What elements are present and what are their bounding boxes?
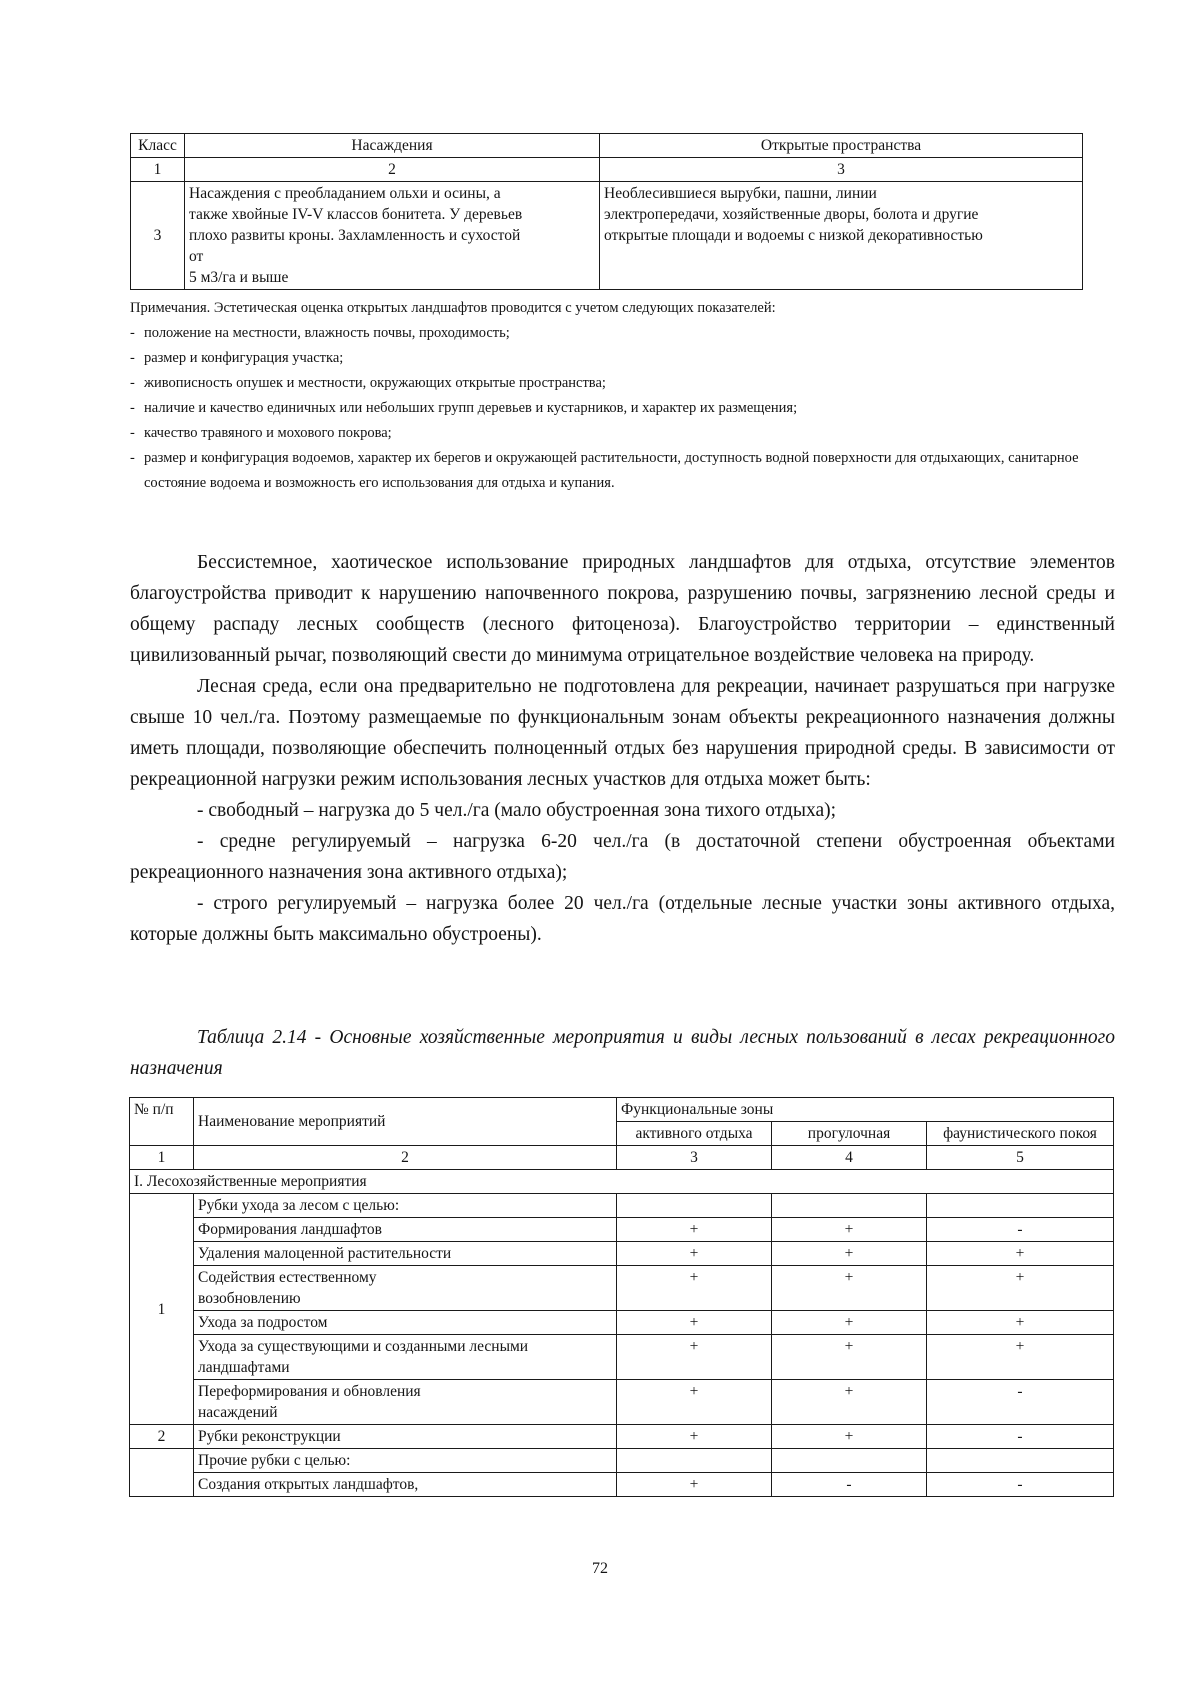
mark-cell: [772, 1194, 927, 1218]
header-zone-walking: прогулочная: [772, 1122, 927, 1146]
mark-cell: +: [772, 1335, 927, 1380]
column-number: 1: [131, 158, 185, 182]
text-line: Насаждения с преобладанием ольхи и осины, а: [189, 185, 501, 202]
measure-name: Удаления малоценной растительности: [194, 1242, 617, 1266]
text-line: открытые площади и водоемы с низкой декоративностью: [604, 227, 983, 244]
group-title: Рубки ухода за лесом с целью:: [194, 1194, 617, 1218]
mark-cell: +: [927, 1266, 1114, 1311]
measure-name: Содействия естественному возобновлению: [194, 1266, 617, 1311]
mark-cell: +: [927, 1311, 1114, 1335]
table-row: [130, 1242, 1114, 1266]
header-measure-name: Наименование мероприятий: [194, 1098, 617, 1146]
table-row: [130, 1194, 1114, 1218]
mark-cell: +: [772, 1311, 927, 1335]
landscape-class-table: [130, 133, 1083, 290]
row-number: [130, 1449, 194, 1497]
measure-name: Рубки реконструкции: [194, 1425, 617, 1449]
mark-cell: +: [617, 1380, 772, 1425]
notes-block: [130, 296, 1085, 496]
table-row: [130, 1218, 1114, 1242]
mark-cell: +: [617, 1425, 772, 1449]
mark-cell: +: [772, 1242, 927, 1266]
list-item: - размер и конфигурация участка;: [130, 346, 1085, 371]
table-row: [130, 1425, 1114, 1449]
mark-cell: [927, 1449, 1114, 1473]
dash-item: - строго регулируемый – нагрузка более 20 чел./га (отдельные лесные участки зоны активного отдыха, которые должны быть максимально обустроены).: [130, 893, 1115, 945]
mark-cell: +: [617, 1311, 772, 1335]
table-row: [130, 1380, 1114, 1425]
paragraph: Бессистемное, хаотическое использование природных ландшафтов для отдыха, отсутствие элементов благоустройства приводит к нарушению напочвенного покрова, разрушению почвы, загрязнению лесной среды и общему распаду лесных сообществ (лесного фитоценоза). Благоустройство территории – единственный цивилизованный рычаг, позволяющий свести до минимума отрицательное воздействие человека на природу.: [130, 552, 1115, 666]
header-zone-fauna: фаунистического покоя: [927, 1122, 1114, 1146]
text-line: от: [189, 248, 204, 265]
mark-cell: -: [772, 1473, 927, 1497]
column-number-row: [131, 158, 1083, 182]
mark-cell: +: [772, 1380, 927, 1425]
mark-cell: +: [772, 1425, 927, 1449]
section-title: I. Лесохозяйственные мероприятия: [130, 1170, 1114, 1194]
page-number: 72: [592, 1560, 608, 1577]
group-title: Прочие рубки с целью:: [194, 1449, 617, 1473]
header-number: № п/п: [130, 1098, 194, 1146]
mark-cell: -: [927, 1380, 1114, 1425]
column-number: 3: [600, 158, 1083, 182]
column-number: 2: [185, 158, 600, 182]
measures-table: [129, 1097, 1114, 1497]
mark-cell: +: [617, 1266, 772, 1311]
table-header-row: [130, 1098, 1114, 1122]
text-line: электропередачи, хозяйственные дворы, болота и другие: [604, 206, 979, 223]
mark-cell: [617, 1194, 772, 1218]
text-line: 5 м3/га и выше: [189, 269, 289, 286]
header-class: Класс: [131, 134, 185, 158]
list-item: - положение на местности, влажность почвы, проходимость;: [130, 321, 1085, 346]
text-line: Необлесившиеся вырубки, пашни, линии: [604, 185, 877, 202]
mark-cell: +: [617, 1473, 772, 1497]
mark-cell: +: [617, 1242, 772, 1266]
row-number: 1: [130, 1194, 194, 1425]
measure-name: Переформирования и обновления насаждений: [194, 1380, 617, 1425]
class-cell: 3: [131, 182, 185, 290]
measure-name: Создания открытых ландшафтов,: [194, 1473, 617, 1497]
table-row: [130, 1473, 1114, 1497]
measure-name: Ухода за подростом: [194, 1311, 617, 1335]
header-zone-active: активного отдыха: [617, 1122, 772, 1146]
notes-list: [130, 321, 1085, 496]
list-item: - размер и конфигурация водоемов, характер их берегов и окружающей растительности, доступность водной поверхности для отдыхающих, санитарное состояние водоема и возможность его использования для отдыха и купания.: [130, 446, 1085, 496]
column-number: 4: [772, 1146, 927, 1170]
list-item: - живописность опушек и местности, окружающих открытые пространства;: [130, 371, 1085, 396]
column-number-row: [130, 1146, 1114, 1170]
column-number: 1: [130, 1146, 194, 1170]
notes-heading: Примечания. Эстетическая оценка открытых ландшафтов проводится с учетом следующих показателей:: [130, 300, 776, 316]
column-number: 5: [927, 1146, 1114, 1170]
mark-cell: +: [772, 1218, 927, 1242]
table-row: [130, 1449, 1114, 1473]
mark-cell: +: [617, 1335, 772, 1380]
dash-item: - средне регулируемый – нагрузка 6-20 чел./га (в достаточной степени обустроенная объектами рекреационного назначения зона активного отдыха);: [130, 831, 1115, 883]
column-number: 2: [194, 1146, 617, 1170]
table-row: [131, 182, 1083, 290]
dash-item: - свободный – нагрузка до 5 чел./га (мало обустроенная зона тихого отдыха);: [197, 800, 837, 821]
body-text: [130, 547, 1115, 950]
mark-cell: +: [617, 1218, 772, 1242]
table-row: [130, 1266, 1114, 1311]
measure-name: Ухода за существующими и созданными лесными ландшафтами: [194, 1335, 617, 1380]
text-line: также хвойные IV-V классов бонитета. У деревьев: [189, 206, 523, 223]
header-plantings: Насаждения: [185, 134, 600, 158]
list-item: - качество травяного и мохового покрова;: [130, 421, 1085, 446]
paragraph: Лесная среда, если она предварительно не подготовлена для рекреации, начинает разрушаться при нагрузке свыше 10 чел./га. Поэтому размещаемые по функциональным зонам объекты рекреационного назначения должны иметь площади, позволяющие обеспечить полноценный отдых без нарушения природной среды. В зависимости от рекреационной нагрузки режим использования лесных участков для отдыха может быть:: [130, 676, 1115, 790]
mark-cell: -: [927, 1218, 1114, 1242]
mark-cell: [617, 1449, 772, 1473]
text-line: плохо развиты кроны. Захламленность и сухостой: [189, 227, 521, 244]
mark-cell: -: [927, 1425, 1114, 1449]
table-row: [130, 1311, 1114, 1335]
measure-name: Формирования ландшафтов: [194, 1218, 617, 1242]
column-number: 3: [617, 1146, 772, 1170]
mark-cell: +: [772, 1266, 927, 1311]
open-spaces-cell: [600, 182, 1083, 290]
row-number: 2: [130, 1425, 194, 1449]
mark-cell: [772, 1449, 927, 1473]
section-row: [130, 1170, 1114, 1194]
table-row: [130, 1335, 1114, 1380]
table-caption: Таблица 2.14 - Основные хозяйственные мероприятия и виды лесных пользований в лесах рекреационного назначения: [130, 1027, 1115, 1079]
plantings-cell: [185, 182, 600, 290]
list-item: - наличие и качество единичных или небольших групп деревьев и кустарников, и характер их размещения;: [130, 396, 1085, 421]
mark-cell: [927, 1194, 1114, 1218]
mark-cell: +: [927, 1242, 1114, 1266]
header-functional-zones: Функциональные зоны: [617, 1098, 1114, 1122]
mark-cell: -: [927, 1473, 1114, 1497]
table-header-row: [131, 134, 1083, 158]
header-open-spaces: Открытые пространства: [600, 134, 1083, 158]
mark-cell: +: [927, 1335, 1114, 1380]
